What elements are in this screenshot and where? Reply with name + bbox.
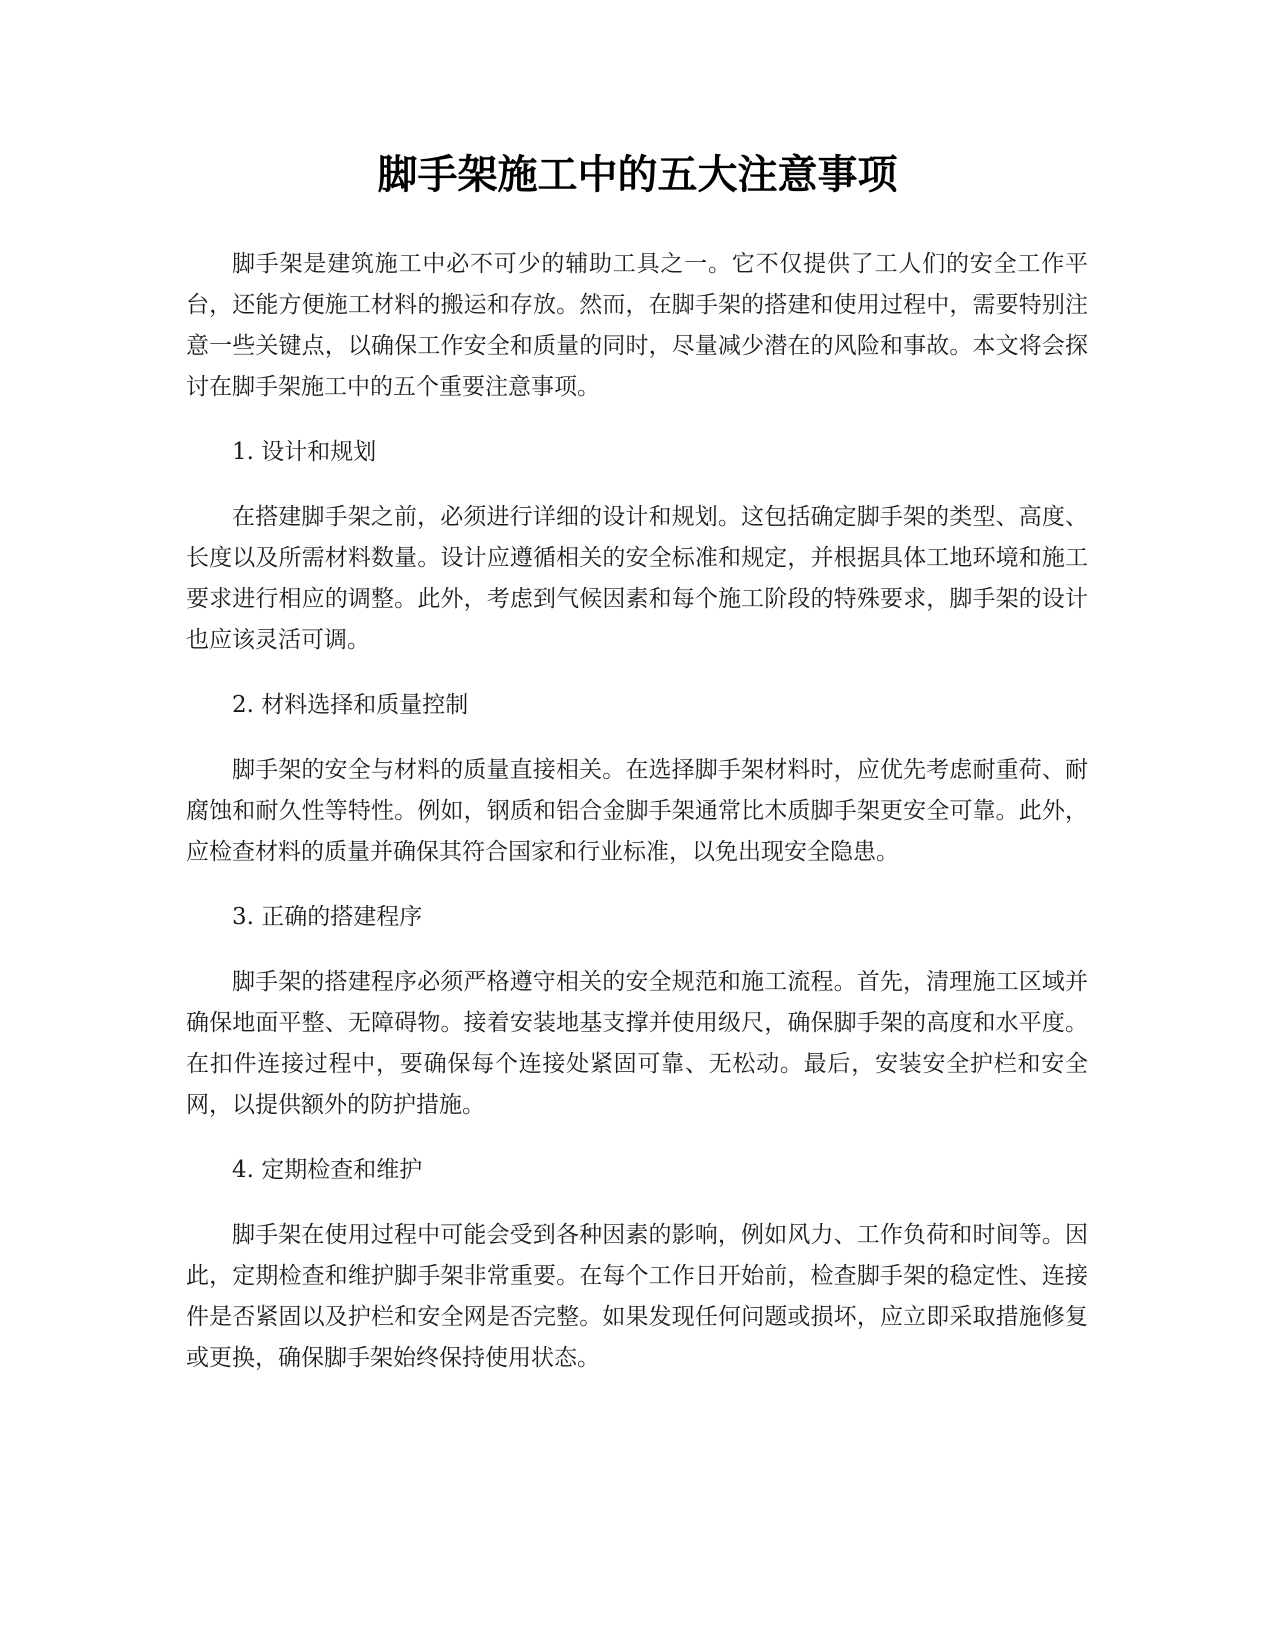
section-heading-2: 2. 材料选择和质量控制: [232, 692, 469, 718]
section-body-3: 脚手架的搭建程序必须严格遵守相关的安全规范和施工流程。首先，清理施工区域并确保地面平整、无障碍物。接着安装地基支撑并使用级尺，确保脚手架的高度和水平度。在扣件连接过程中，要确保每个连接处紧固可靠、无松动。最后，安装安全护栏和安全网，以提供额外的防护措施。: [186, 969, 1088, 1118]
intro-paragraph: 脚手架是建筑施工中必不可少的辅助工具之一。它不仅提供了工人们的安全工作平台，还能方便施工材料的搬运和存放。然而，在脚手架的搭建和使用过程中，需要特别注意一些关键点，以确保工作安全和质量的同时，尽量减少潜在的风险和事故。本文将会探讨在脚手架施工中的五个重要注意事项。: [186, 251, 1088, 400]
section-body-1: 在搭建脚手架之前，必须进行详细的设计和规划。这包括确定脚手架的类型、高度、长度以及所需材料数量。设计应遵循相关的安全标准和规定，并根据具体工地环境和施工要求进行相应的调整。此外，考虑到气候因素和每个施工阶段的特殊要求，脚手架的设计也应该灵活可调。: [186, 504, 1088, 653]
section-heading-4: 4. 定期检查和维护: [232, 1157, 423, 1183]
document-body: [186, 244, 1088, 1403]
section-heading-3: 3. 正确的搭建程序: [232, 904, 423, 930]
section-body-4: 脚手架在使用过程中可能会受到各种因素的影响，例如风力、工作负荷和时间等。因此，定期检查和维护脚手架非常重要。在每个工作日开始前，检查脚手架的稳定性、连接件是否紧固以及护栏和安全网是否完整。如果发现任何问题或损坏，应立即采取措施修复或更换，确保脚手架始终保持使用状态。: [186, 1222, 1088, 1371]
document-title: 脚手架施工中的五大注意事项: [377, 152, 898, 198]
section-heading-1: 1. 设计和规划: [232, 439, 377, 465]
section-body-2: 脚手架的安全与材料的质量直接相关。在选择脚手架材料时，应优先考虑耐重荷、耐腐蚀和耐久性等特性。例如，钢质和铝合金脚手架通常比木质脚手架更安全可靠。此外，应检查材料的质量并确保其符合国家和行业标准，以免出现安全隐患。: [186, 757, 1088, 865]
